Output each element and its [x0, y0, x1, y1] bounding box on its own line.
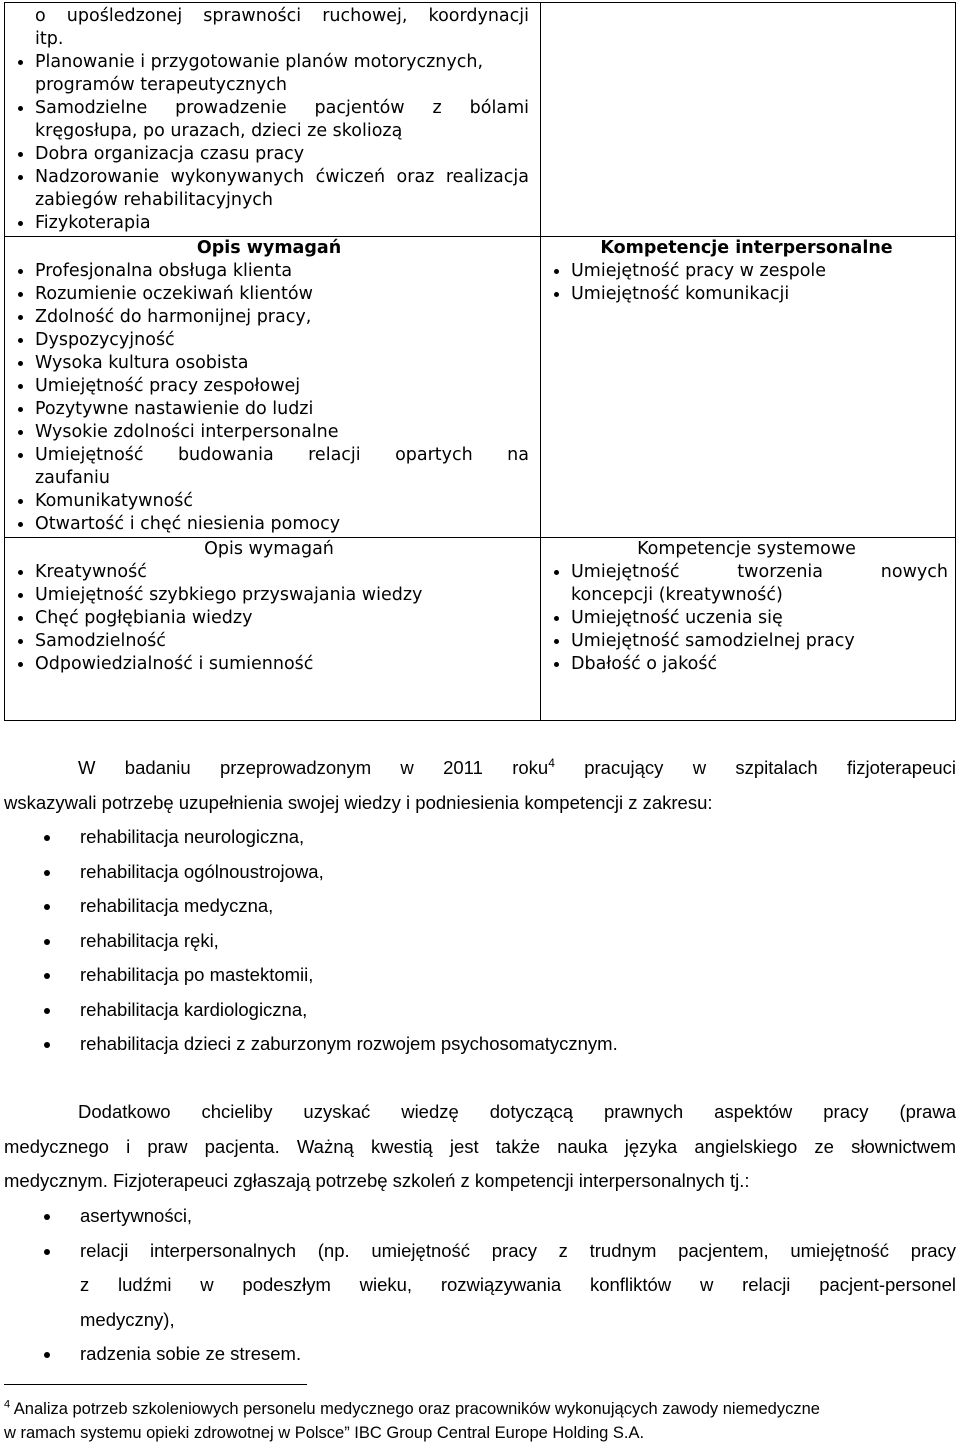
- list-item: Umiejętność pracy w zespole: [545, 260, 948, 283]
- list-item: Fizykoterapia: [9, 212, 529, 235]
- list-item: rehabilitacja kardiologiczna,: [4, 993, 956, 1028]
- list-item: Pozytywne nastawienie do ludzi: [9, 398, 529, 421]
- paragraph-first-line: Dodatkowo chcieliby uzyskać wiedzę dotyczącą prawnych aspektów pracy (prawa: [78, 1101, 956, 1122]
- top-left-cell: [9, 5, 529, 235]
- list-item-continuation: koncepcji (kreatywność): [571, 585, 783, 605]
- text-run: W badaniu przeprowadzonym w 2011 roku: [78, 757, 549, 778]
- list-item: Umiejętność komunikacji: [545, 283, 948, 306]
- list-item: radzenia sobie ze stresem.: [4, 1337, 956, 1372]
- rehabilitation-list: [4, 820, 956, 1062]
- paragraph-line: wskazywali potrzebę uzupełnienia swojej wiedzy i podniesienia kompetencji z zakresu:: [4, 791, 713, 813]
- list-item: Wysoka kultura osobista: [9, 352, 529, 375]
- list-item: Nadzorowanie wykonywanych ćwiczeń oraz realizacja zabiegów rehabilitacyjnych: [9, 166, 529, 212]
- section1-left-cell: [9, 237, 529, 536]
- continuation-line: o upośledzonej sprawności ruchowej, koordynacji: [35, 6, 529, 26]
- footnote: [4, 1397, 956, 1445]
- list-item: Umiejętność szybkiego przyswajania wiedzy: [9, 584, 529, 607]
- list-item-text: Umiejętność budowania relacji opartych na: [35, 445, 529, 465]
- list-item: Umiejętność uczenia się: [545, 607, 948, 630]
- list-item: Rozumienie oczekiwań klientów: [9, 283, 529, 306]
- section-header: Kompetencje interpersonalne: [600, 238, 893, 258]
- list-item: Planowanie i przygotowanie planów motorycznych, programów terapeutycznych: [9, 51, 529, 97]
- list-item: rehabilitacja ogólnoustrojowa,: [4, 855, 956, 890]
- footnote-mark: 4: [4, 1398, 11, 1411]
- list-item: asertywności,: [4, 1199, 956, 1234]
- paragraph: [4, 751, 956, 820]
- footnote-line: [4, 1397, 956, 1421]
- section1-right-cell: [545, 237, 948, 306]
- list-item: Samodzielne prowadzenie pacjentów z bólami kręgosłupa, po urazach, dzieci ze skoliozą: [9, 97, 529, 143]
- list-item-continuation: zaufaniu: [35, 468, 110, 488]
- footnote-line: w ramach systemu opieki zdrowotnej w Polsce” IBC Group Central Europe Holding S.A.: [4, 1424, 645, 1442]
- section-header: Opis wymagań: [196, 238, 342, 258]
- list-item: Dobra organizacja czasu pracy: [9, 143, 529, 166]
- list-item: Kreatywność: [9, 561, 529, 584]
- footnote-reference: 4: [548, 755, 555, 770]
- section2-right-cell: [545, 538, 948, 676]
- paragraph-line: medycznym. Fizjoterapeuci zgłaszają potrzebę szkoleń z kompetencji interpersonalnych tj.:: [4, 1170, 750, 1191]
- list-item: rehabilitacja dzieci z zaburzonym rozwojem psychosomatycznym.: [4, 1027, 956, 1062]
- list-item: Dbałość o jakość: [545, 653, 948, 676]
- table-column-divider: [540, 3, 541, 720]
- competencies-list: [545, 260, 948, 306]
- competency-table: [4, 2, 956, 721]
- text-run: pracujący w szpitalach fizjoterapeuci: [554, 757, 956, 778]
- interpersonal-list: [4, 1199, 956, 1372]
- list-item: Dyspozycyjność: [9, 329, 529, 352]
- footnote-separator: [4, 1384, 307, 1385]
- list-item: Umiejętność pracy zespołowej: [9, 375, 529, 398]
- list-item: rehabilitacja medyczna,: [4, 889, 956, 924]
- section-header: Kompetencje systemowe: [637, 539, 856, 559]
- list-item: rehabilitacja ręki,: [4, 924, 956, 959]
- list-item: rehabilitacja neurologiczna,: [4, 820, 956, 855]
- duties-list: [9, 51, 529, 235]
- competencies-list: [545, 561, 948, 676]
- list-item: Chęć pogłębiania wiedzy: [9, 607, 529, 630]
- list-item: Zdolność do harmonijnej pracy,: [9, 306, 529, 329]
- requirements-list: [9, 260, 529, 536]
- section-header: Opis wymagań: [204, 539, 334, 559]
- list-item-line: relacji interpersonalnych (np. umiejętność pracy z trudnym pacjentem, umiejętność pracy: [80, 1239, 956, 1261]
- list-item: [9, 444, 529, 467]
- list-item: Komunikatywność: [9, 490, 529, 513]
- list-item: Samodzielność: [9, 630, 529, 653]
- requirements-list: [9, 561, 529, 676]
- continuation-line: itp.: [35, 29, 64, 49]
- list-item: rehabilitacja po mastektomii,: [4, 958, 956, 993]
- list-item-line: medyczny),: [80, 1308, 175, 1330]
- list-item: Odpowiedzialność i sumienność: [9, 653, 529, 676]
- list-item-text: Umiejętność tworzenia nowych: [571, 562, 948, 582]
- list-item: Profesjonalna obsługa klienta: [9, 260, 529, 283]
- footnote-text: Analiza potrzeb szkoleniowych personelu medycznego oraz pracowników wykonujących zawody niemedyczne: [10, 1400, 820, 1418]
- paragraph-first-line: [4, 751, 956, 786]
- section2-left-cell: [9, 538, 529, 676]
- list-item: Umiejętność samodzielnej pracy: [545, 630, 948, 653]
- list-item: Otwartość i chęć niesienia pomocy: [9, 513, 529, 536]
- list-item: Wysokie zdolności interpersonalne: [9, 421, 529, 444]
- list-item-line: z ludźmi w podeszłym wieku, rozwiązywania konfliktów w relacji pacjent-personel: [80, 1274, 956, 1295]
- list-item: [4, 1234, 956, 1338]
- list-item: [545, 561, 948, 584]
- paragraph: [4, 1095, 956, 1199]
- paragraph-line: medycznego i praw pacjenta. Ważną kwestią jest także nauka języka angielskiego ze słownictwem: [4, 1135, 956, 1157]
